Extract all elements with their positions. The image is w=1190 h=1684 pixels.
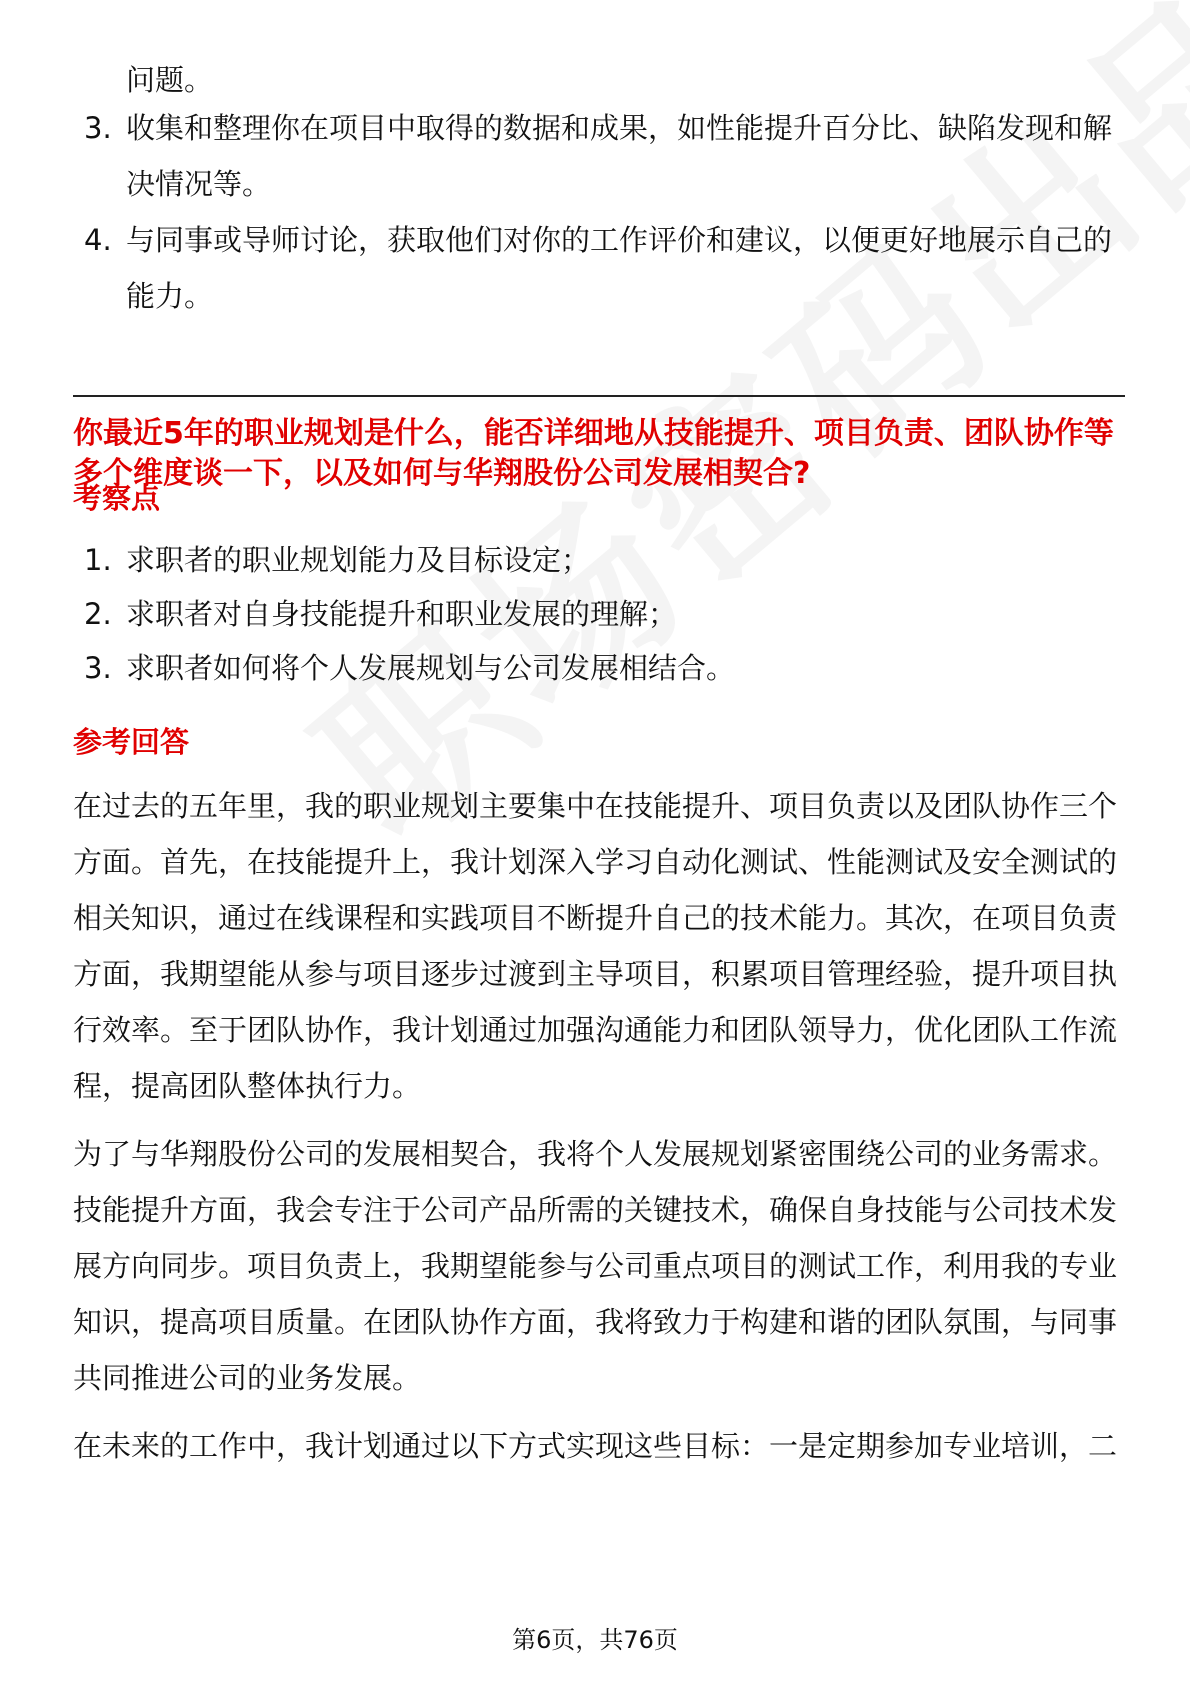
divider: [73, 395, 1125, 397]
section-heading-answer: 参考回答: [73, 725, 190, 759]
list-text: 求职者的职业规划能力及目标设定；: [126, 543, 591, 577]
list-text: 收集和整理你在项目中取得的数据和成果，如性能提升百分比、缺陷发现和解决情况等。: [126, 111, 1113, 201]
list-text: 与同事或导师讨论，获取他们对你的工作评价和建议，以便更好地展示自己的能力。: [126, 223, 1113, 313]
list-number: 4.: [84, 223, 112, 257]
list-number: 2.: [84, 597, 112, 631]
list-text: 求职者如何将个人发展规划与公司发展相结合。: [126, 651, 736, 685]
list-number: 3.: [84, 111, 112, 145]
answer-paragraph: 在过去的五年里，我的职业规划主要集中在技能提升、项目负责以及团队协作三个方面。首先，在技能提升上，我计划深入学习自动化测试、性能测试及安全测试的相关知识，通过在线课程和实践项目不断提升自己的技术能力。其次，在项目负责方面，我期望能从参与项目逐步过渡到主导项目，积累项目管理经验，提升项目执行效率。至于团队协作，我计划通过加强沟通能力和团队领导力，优化团队工作流程，提高团队整体执行力。: [73, 789, 1118, 1103]
answer-paragraph: 在未来的工作中，我计划通过以下方式实现这些目标：一是定期参加专业培训，二: [73, 1429, 1118, 1463]
list-text: 求职者对自身技能提升和职业发展的理解；: [126, 597, 678, 631]
list-number: 3.: [84, 651, 112, 685]
page-footer: 第6页，共76页: [512, 1626, 678, 1654]
section-heading-kaocha: 考察点: [73, 481, 161, 515]
question-heading: 你最近5年的职业规划是什么，能否详细地从技能提升、项目负责、团队协作等多个维度谈一下，以及如何与华翔股份公司发展相契合?: [73, 416, 1114, 491]
continuation-line: 问题。: [126, 63, 214, 97]
list-number: 1.: [84, 543, 112, 577]
answer-paragraph: 为了与华翔股份公司的发展相契合，我将个人发展规划紧密围绕公司的业务需求。技能提升方面，我会专注于公司产品所需的关键技术，确保自身技能与公司技术发展方向同步。项目负责上，我期望能参与公司重点项目的测试工作，利用我的专业知识，提高项目质量。在团队协作方面，我将致力于构建和谐的团队氛围，与同事共同推进公司的业务发展。: [73, 1137, 1118, 1395]
